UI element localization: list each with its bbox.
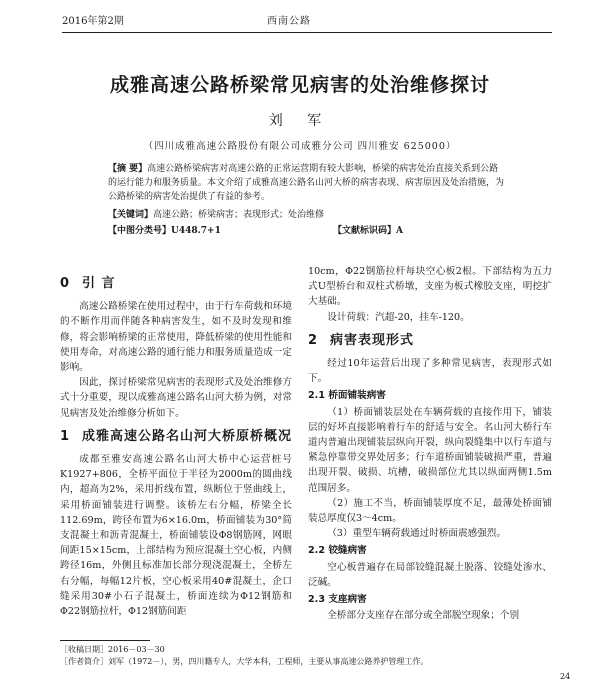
keywords [108,208,506,222]
abstract [108,162,506,204]
section-title: 成雅高速公路名山河大桥原桥概况 [82,428,293,444]
subsection-2-2-heading: 2.2 铰缝病害 [308,545,367,557]
author-bio: ［作者简介］刘军（1972－），男，四川籍专人，大学本科，工程师，主要从事高速公路养护管理工作。 [60,657,429,666]
section-title: 引 言 [82,276,116,291]
doc-code: A [396,226,403,236]
section-title: 病害表现形式 [330,332,415,348]
abstract-block [108,162,506,238]
deck-pavement-item-1: （1）桥面铺装层处在车辆荷载的直接作用下，铺装层的好坏直接影响着行车的舒适与安全。名山河大桥行车道内普遍出现铺装层纵向开裂，纵向裂缝集中以行车道与紧急停靠带交界处居多；行车道桥面铺装破损严重，普遍出现开裂、破损、坑槽，破损部位尤其以纵面两侧1.5m范围居多。 [308,406,552,494]
left-column [60,268,292,619]
keywords-tag: 【关键词】 [108,210,154,220]
bridge-overview-paragraph: 成都至雅安高速公路名山河大桥中心运营桩号K1927+806，全桥平面位于半径为2000m的圆曲线内，超高为2%，采用折线布置，纵断位于竖曲线上，采用桥面铺装进行调整。该桥左右分幅，桥梁全长112.69m，跨径布置为6×16.0m，桥面铺装为30°简支混凝土和沥青混凝土，桥面铺装设Φ8钢筋网，网眼间距15×15cm，上部结构为预应混凝土空心板，内侧跨径16m，外侧且标准加长部分现浇混凝土，全桥左右分幅，每幅12片板，空心板采用40#混凝土，企口缝采用30#小石子混凝土，桥面连续为Φ12钢筋和Φ22钢筋拉杆，Φ12钢筋间距 [60,454,292,618]
intro-paragraph-2: 因此，探讨桥梁常见病害的表现形式及处治维修方式十分重要，现以成雅高速公路名山河大桥为例，对常见病害及处治维修分析如下。 [60,377,292,419]
clc-tag: 【中图分类号】 [108,226,172,236]
hinge-joint-paragraph: 空心板普遍存在局部铰缝混凝土脱落、铰缝处渗水、泛碱。 [308,561,552,588]
received-date: ［收稿日期］2016－03－30 [60,645,165,654]
clc-code: U448.7+1 [171,226,221,236]
classification-line [108,224,506,238]
section-number: 2 [308,332,319,348]
abstract-tag: 【摘 要】 [108,164,148,174]
author-affiliation: （四川成雅高速公路股份有限公司成雅分公司 四川雅安 625000） [143,141,457,152]
bridge-overview-continued: 10cm，Φ22钢筋拉杆每块空心板2根。下部结构为五力式U型桥台和双柱式桥墩，支座为板式橡胶支座，明挖扩大基础。 [308,266,552,308]
section-number: 0 [60,276,71,291]
footnotes [60,640,540,668]
article-title: 成雅高速公路桥梁常见病害的处治维修探讨 [109,74,490,96]
deck-pavement-item-2: （2）施工不当，桥面铺装厚度不足，最薄处桥面铺装总厚度仅3～4cm。 [308,497,552,525]
subsection-2-1-heading: 2.1 桥面铺装病害 [308,390,386,402]
page-number: 24 [560,672,571,681]
journal-name: 西南公路 [267,16,311,27]
abstract-text: 高速公路桥梁病害对高速公路的正常运营期有较大影响，桥梁的病害处治直接关系到公路的运行能力和服务质量。本文介绍了成雅高速公路名山河大桥的病害表现、病害原因及处治措施，为公路桥梁的病害处治提供了有益的参考。 [108,164,505,202]
running-header [62,14,552,33]
section-1-heading [60,429,292,444]
design-load-paragraph: 设计荷载：汽超-20，挂车-120。 [327,311,470,323]
right-column [308,264,552,623]
section-0-heading [60,276,292,291]
deck-pavement-item-3: （3）重型车辆荷载通过时桥面震感强烈。 [327,528,506,540]
subsection-2-3-heading: 2.3 支座病害 [308,594,367,606]
section-2-heading [308,333,552,348]
bearing-paragraph: 全桥部分支座存在部分或全部脱空现象；个别 [327,610,520,622]
footnote-divider [60,640,150,641]
doc-tag: 【文献标识码】 [333,226,397,236]
author-name: 刘 军 [268,113,332,129]
clc-group [108,226,221,236]
diseases-intro-paragraph: 经过10年运营后出现了多种常见病害，表现形式如下。 [308,358,552,385]
doc-code-group [333,224,403,238]
section-number: 1 [60,428,71,444]
keywords-text: 高速公路；桥梁病害；表现形式；处治维修 [153,210,325,220]
intro-paragraph-1: 高速公路桥梁在使用过程中，由于行车荷载和环境的不断作用而伴随各种病害发生，如不及时发现和维修，将会影响桥梁的正常使用，降低桥梁的使用性能和使用寿命，对高速公路的通行能力和服务质量造成一定影响。 [60,301,292,374]
issue-label: 2016年第2期 [62,16,124,27]
